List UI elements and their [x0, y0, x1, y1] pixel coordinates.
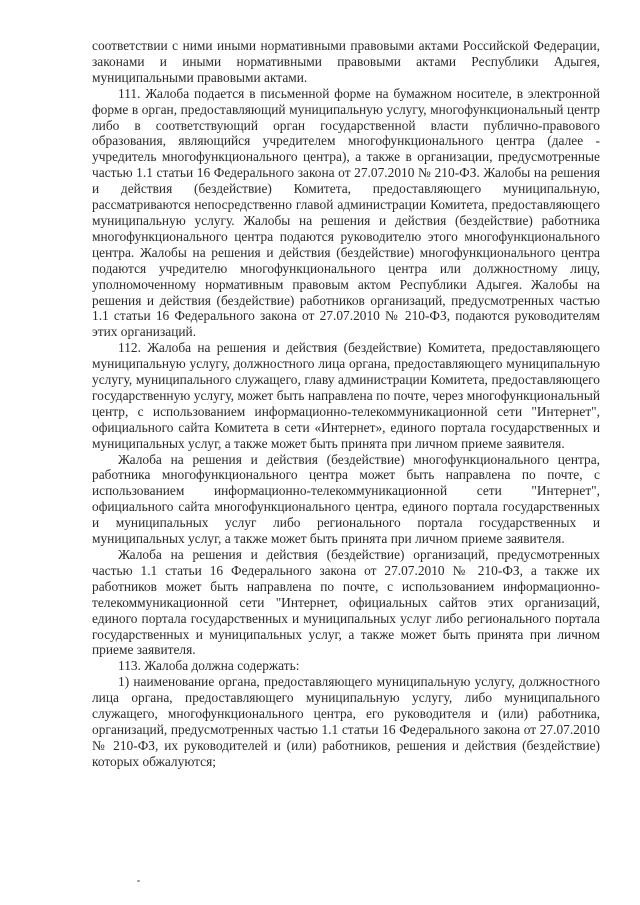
paragraph-112-organizations: Жалоба на решения и действия (бездействие) организаций, предусмотренных частью 1.1 статьи 16 Федерального закона от 27.07.2010 № 210-ФЗ, а также их работников может быть направлена по почте, с использованием информационно-телекоммуникационной сети "Интернет, официальных сайтов этих организаций, единого портала государственных и муниципальных услуг либо регионального портала государственных и муниципальных услуг, а также может быть принята при личном приеме заявителя. — [92, 547, 600, 658]
paragraph-113-item-1: 1) наименование органа, предоставляющего муниципальную услугу, должностного лица органа, предоставляющего муниципальную услугу, либо муниципального служащего, многофункционального центра, его руководителя и (или) работника, организаций, предусмотренных частью 1.1 статьи 16 Федерального закона от 27.07.2010 № 210-ФЗ, их руководителей и (или) работников, решения и действия (бездействие) которых обжалуются; — [92, 674, 600, 769]
scan-artifact-mark — [137, 880, 140, 882]
paragraph-continuation: соответствии с ними иными нормативными правовыми актами Российской Федерации, законами и иными нормативными правовыми актами Республики Адыгея, муниципальными правовыми актами. — [92, 38, 600, 85]
paragraph-111: 111. Жалоба подается в письменной форме на бумажном носителе, в электронной форме в орган, предоставляющий муниципальную услугу, многофункциональный центр либо в соответствующий орган государственной власти публично-правового образования, являющийся учредителем многофункционального центра (далее - учредитель многофункционального центра), а также в организации, предусмотренные частью 1.1 статьи 16 Федерального закона от 27.07.2010 № 210-ФЗ. Жалобы на решения и действия (бездействие) Комитета, предоставляющего муниципальную, рассматриваются непосредственно главой администрации Комитета, предоставляющего муниципальную услугу. Жалобы на решения и действия (бездействие) работника многофункционального центра подаются руководителю этого многофункционального центра. Жалобы на решения и действия (бездействие) многофункционального центра подаются учредителю многофункционального центра или должностному лицу, уполномоченному нормативным правовым актом Республики Адыгея. Жалобы на решения и действия (бездействие) работников организаций, предусмотренных частью 1.1 статьи 16 Федерального закона от 27.07.2010 № 210-ФЗ, подаются руководителям этих организаций. — [92, 85, 600, 340]
document-body — [92, 38, 600, 770]
paragraph-112: 112. Жалоба на решения и действия (бездействие) Комитета, предоставляющего муниципальную услугу, должностного лица органа, предоставляющего муниципальную услугу, муниципального служащего, главу администрации Комитета, предоставляющего государственную услугу, может быть направлена по почте, через многофункциональный центр, с использованием информационно-телекоммуникационной сети "Интернет", официального сайта Комитета в сети «Интернет», единого портала государственных и муниципальных услуг, а также может быть принята при личном приеме заявителя. — [92, 340, 600, 451]
paragraph-112-mfc: Жалоба на решения и действия (бездействие) многофункционального центра, работника многофункционального центра может быть направлена по почте, с использованием информационно-телекоммуникационной сети "Интернет", официального сайта многофункционального центра, единого портала государственных и муниципальных услуг либо регионального портала государственных и муниципальных услуг, а также может быть принята при личном приеме заявителя. — [92, 451, 600, 547]
paragraph-113: 113. Жалоба должна содержать: — [118, 658, 300, 674]
